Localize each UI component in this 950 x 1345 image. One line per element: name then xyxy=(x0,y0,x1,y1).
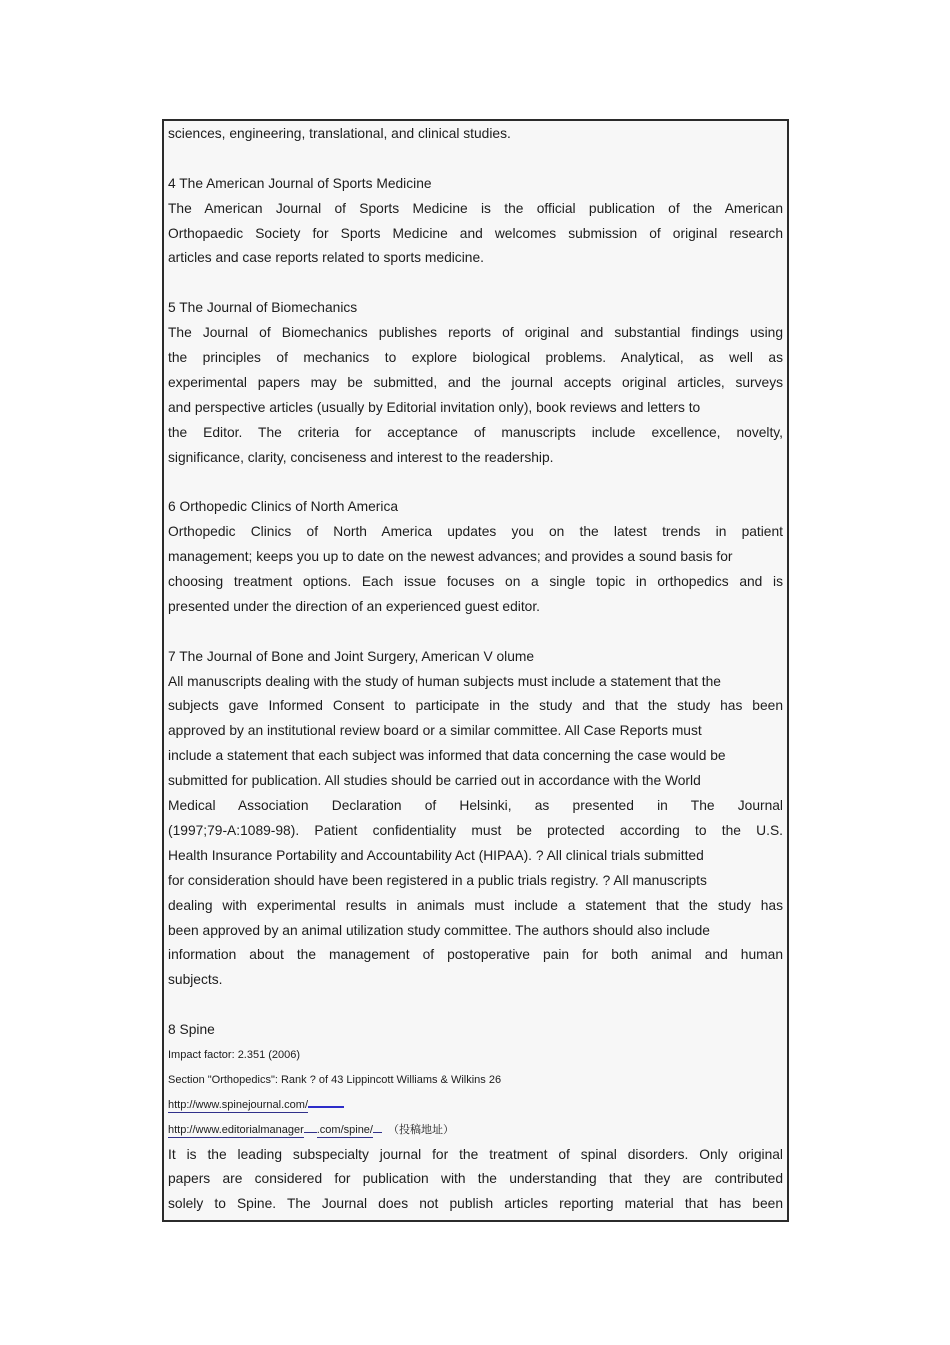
text-line: dealing with experimental results in animals must include a statement that the study has xyxy=(168,897,783,913)
section-4-heading: 4 The American Journal of Sports Medicine xyxy=(168,175,432,191)
section-rank-line: Section "Orthopedics": Rank ? of 43 Lippincott Williams & Wilkins 26 xyxy=(168,1073,502,1086)
text-line: subjects gave Informed Consent to participate in the study and that the study has been xyxy=(168,698,783,714)
text-line: for consideration should have been registered in a public trials registry. ? All manuscripts xyxy=(168,872,707,888)
section-6-heading: 6 Orthopedic Clinics of North America xyxy=(168,499,399,515)
blank-line xyxy=(168,620,783,645)
text-line: information about the management of postoperative pain for both animal and human xyxy=(168,947,783,963)
text-line: choosing treatment options. Each issue focuses on a single topic in orthopedics and is xyxy=(168,574,783,590)
text-line: papers are considered for publication with the understanding that they are contributed xyxy=(168,1171,783,1187)
spinejournal-link xyxy=(168,1093,783,1118)
text-line: approved by an institutional review board or a similar committee. All Case Reports must xyxy=(168,723,702,739)
text-line: been approved by an animal utilization study committee. The authors should also include xyxy=(168,922,710,938)
blank-line xyxy=(168,271,783,296)
blank-line xyxy=(168,993,783,1018)
text-line: the Editor. The criteria for acceptance of manuscripts include excellence, novelty, xyxy=(168,424,783,440)
link-trailing-underline xyxy=(373,1121,382,1133)
text-line: Orthopaedic Society for Sports Medicine and welcomes submission of original research xyxy=(168,225,783,241)
link-trailing-underline xyxy=(308,1095,344,1108)
text-line: Health Insurance Portability and Accountability Act (HIPAA). ? All clinical trials submitted xyxy=(168,847,704,863)
text-line: include a statement that each subject was informed that data concerning the case would be xyxy=(168,748,726,764)
text-line: sciences, engineering, translational, and clinical studies. xyxy=(168,126,511,141)
blank-line xyxy=(168,470,783,495)
section-7-heading: 7 The Journal of Bone and Joint Surgery, American V olume xyxy=(168,648,535,664)
link-gap-underline xyxy=(304,1121,317,1133)
submission-address-note: （投稿地址） xyxy=(387,1123,454,1136)
text-line: the principles of mechanics to explore biological problems. Analytical, as well as xyxy=(168,350,783,366)
text-lines-container xyxy=(168,122,783,1217)
text-line: All manuscripts dealing with the study of human subjects must include a statement that the xyxy=(168,673,721,689)
text-line: and perspective articles (usually by Editorial invitation only), book reviews and letters to xyxy=(168,399,701,415)
editorialmanager-link[interactable]: http://www.editorialmanager .com/spine/ xyxy=(168,1124,373,1136)
text-line: articles and case reports related to sports medicine. xyxy=(168,250,484,266)
text-line: experimental papers may be submitted, and the journal accepts original articles, surveys xyxy=(168,374,783,390)
text-line: Orthopedic Clinics of North America updates you on the latest trends in patient xyxy=(168,524,783,540)
text-line: (1997;79-A:1089-98). Patient confidentiality must be protected according to the U.S. xyxy=(168,822,783,838)
text-line: subjects. xyxy=(168,972,223,988)
text-line: presented under the direction of an experienced guest editor. xyxy=(168,598,541,614)
section-5-heading: 5 The Journal of Biomechanics xyxy=(168,300,358,316)
blank-line xyxy=(168,147,783,172)
impact-factor-line: Impact factor: 2.351 (2006) xyxy=(168,1048,301,1061)
text-line: submitted for publication. All studies should be carried out in accordance with the World xyxy=(168,773,701,789)
spinejournal-link[interactable]: http://www.spinejournal.com/ xyxy=(168,1098,309,1111)
text-line: The Journal of Biomechanics publishes reports of original and substantial findings using xyxy=(168,325,783,341)
text-line: The American Journal of Sports Medicine is the official publication of the American xyxy=(168,200,783,216)
text-line: Medical Association Declaration of Helsinki, as presented in The Journal xyxy=(168,798,783,814)
text-line: It is the leading subspecialty journal for the treatment of spinal disorders. Only original xyxy=(168,1146,783,1162)
editorialmanager-link xyxy=(168,1118,783,1143)
text-line: solely to Spine. The Journal does not publish articles reporting material that has been xyxy=(168,1196,783,1212)
text-line: management; keeps you up to date on the newest advances; and provides a sound basis for xyxy=(168,549,733,565)
section-8-heading: 8 Spine xyxy=(168,1022,215,1038)
text-line: significance, clarity, conciseness and interest to the readership. xyxy=(168,449,554,465)
document-text-box xyxy=(162,119,789,1222)
